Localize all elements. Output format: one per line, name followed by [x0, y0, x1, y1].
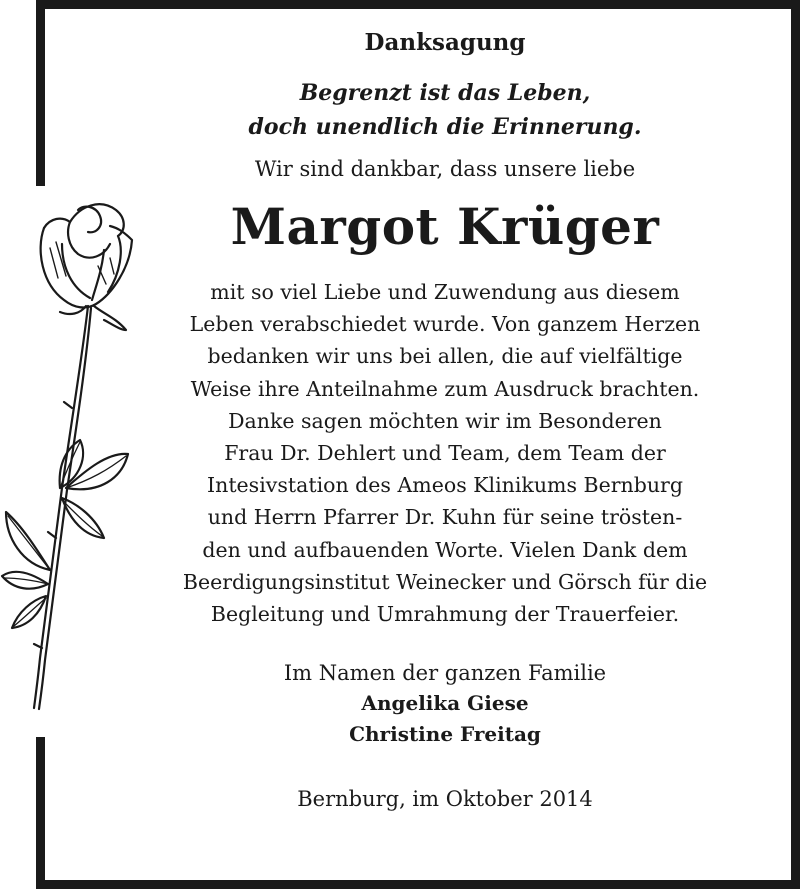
paragraph-line: Beerdigungsinstitut Weinecker und Görsch für die	[182, 569, 708, 594]
paragraph-line: mit so viel Liebe und Zuwendung aus diesem	[210, 280, 680, 304]
thanks-paragraph	[110, 276, 780, 630]
signer-name: Angelika Giese	[361, 691, 529, 716]
frame-left-border-lower	[36, 737, 45, 889]
place-and-date: Bernburg, im Oktober 2014	[297, 787, 593, 812]
notice-heading: Danksagung	[364, 29, 526, 56]
deceased-name: Margot Krüger	[230, 197, 660, 256]
paragraph-line: Begleitung und Umrahmung der Trauerfeier.	[210, 602, 680, 627]
paragraph-line: bedanken wir uns bei allen, die auf vielfältige	[207, 344, 683, 369]
paragraph-line: Weise ihre Anteilnahme zum Ausdruck brachten.	[190, 376, 700, 401]
paragraph-line: Leben verabschiedet wurde. Von ganzem Herzen	[189, 312, 701, 337]
paragraph-line: und Herrn Pfarrer Dr. Kuhn für seine trösten-	[207, 505, 683, 530]
paragraph-line: Intesivstation des Ameos Klinikums Bernburg	[207, 473, 683, 498]
paragraph-line: Frau Dr. Dehlert und Team, dem Team der	[224, 441, 666, 466]
paragraph-line: den und aufbauenden Worte. Vielen Dank dem	[202, 537, 688, 562]
frame-left-border-upper	[36, 0, 45, 186]
frame-bottom-border	[36, 880, 800, 889]
paragraph-line: Danke sagen möchten wir im Besonderen	[228, 408, 662, 433]
signer-name: Christine Freitag	[349, 722, 541, 747]
motto-line: Begrenzt ist das Leben,	[299, 80, 591, 106]
intro-text: Wir sind dankbar, dass unsere liebe	[254, 157, 636, 181]
motto-line: doch unendlich die Erinnerung.	[248, 114, 642, 140]
frame-top-border	[36, 0, 800, 9]
family-intro: Im Namen der ganzen Familie	[283, 661, 607, 686]
obituary-content	[110, 28, 780, 814]
motto	[110, 76, 780, 144]
frame-right-border	[791, 0, 800, 889]
